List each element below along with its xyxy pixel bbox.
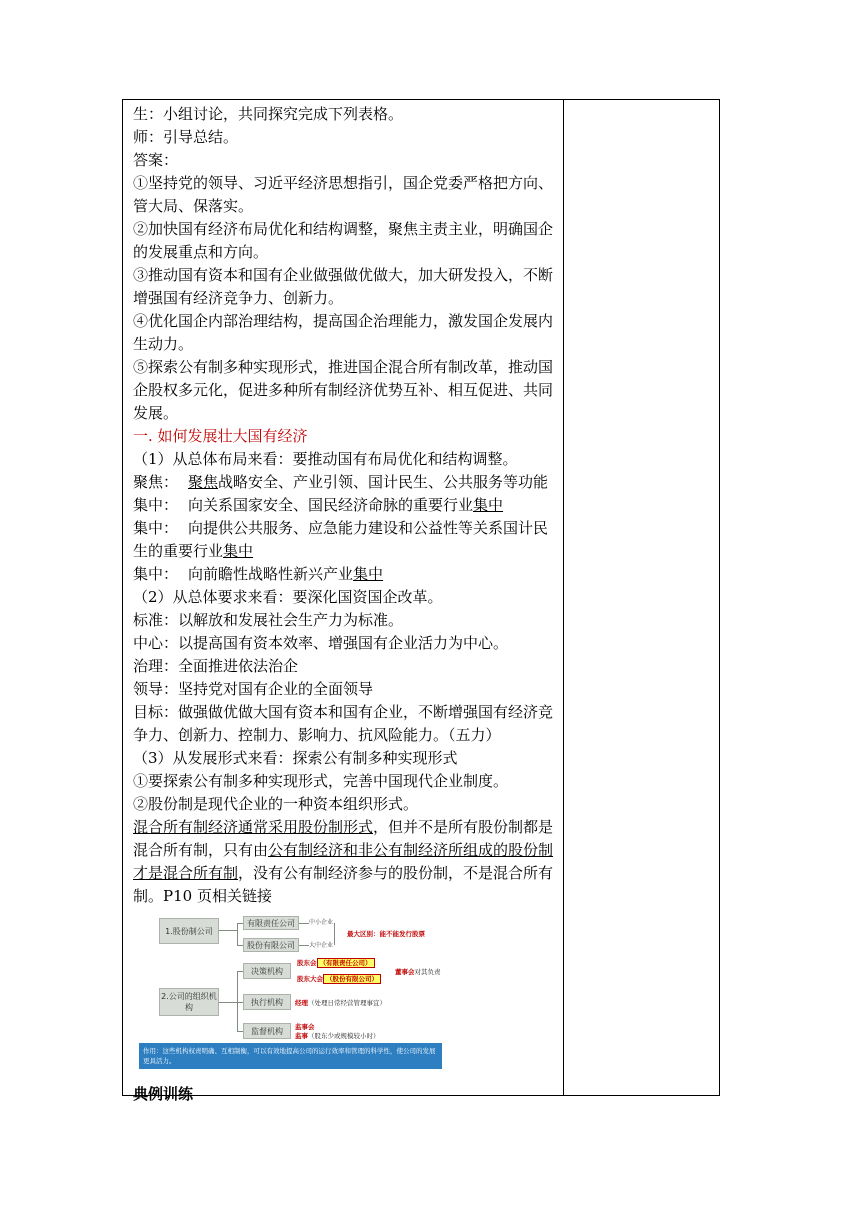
content-line (133, 678, 558, 701)
line-text: （1）从总体布局来看：要推动国有布局优化和结构调整。 (133, 450, 518, 468)
shareholders-assembly: 股东大会 （股份有限公司） (297, 974, 381, 983)
content-line (133, 149, 558, 172)
line-text: 治理：全面推进依法治企 (133, 657, 299, 675)
line-text: ②股份制是现代企业的一种资本组织形式。 (133, 795, 419, 813)
box-organization: 2.公司的组织机构 (159, 988, 219, 1016)
line-text: ①要探索公有制多种实现形式，完善中国现代企业制度。 (133, 772, 509, 790)
line-pre: 向提供公共服务、应急能力建设和公益性等关系国计民 (188, 519, 549, 537)
shareholders-meeting: 股东会 （有限责任公司） (297, 958, 375, 967)
content-line (133, 724, 558, 747)
line-text: 混合所有制经济通常采用股份制形式 (133, 818, 374, 836)
lesson-table (122, 99, 720, 1103)
line-text: 生的重要行业 (133, 542, 224, 560)
line-pre: 向关系国家安全、国民经济命脉的重要行业 (188, 496, 474, 514)
line-label: 集中： (133, 565, 179, 583)
line-text: ④优化国企内部治理结构，提高国企治理能力，激发国企发展内 (133, 312, 554, 330)
content-line (133, 241, 558, 264)
teaching-content-cell (133, 103, 558, 1106)
content-line (133, 356, 558, 379)
content-line (133, 218, 558, 241)
manager: 经理（处理日常经营管理事宜） (295, 999, 386, 1007)
line-text: ②加快国有经济布局优化和结构调整，聚焦主责主业，明确国企 (133, 220, 554, 238)
line-text: ①坚持党的领导、习近平经济思想指引，国企党委严格把方向、 (133, 174, 554, 192)
line-post: 战略安全、产业引领、国计民生、公共服务等功能 (218, 473, 549, 491)
content-line (133, 264, 558, 287)
line-text: 制。P10 页相关链接 (133, 887, 272, 905)
line-label: 集中： (133, 519, 179, 537)
line-text: 的发展重点和方向。 (133, 243, 269, 261)
effect-note: 作用：这些机构权责明确、互相制衡，可以有效地提高公司的运行效率和管理的科学性，使公司的发展更具活力。 (139, 1043, 442, 1069)
box-jsc: 股份有限公司 (243, 938, 299, 952)
line-text: 目标：做强做优做大国有资本和国有企业，不断增强国有经济竞 (133, 703, 554, 721)
content-line (133, 770, 558, 793)
box-execution: 执行机构 (243, 994, 291, 1010)
content-line (133, 287, 558, 310)
line-text: 领导：坚持党对国有企业的全面领导 (133, 680, 374, 698)
content-line (133, 494, 558, 517)
line-text: 中心：以提高国有资本效率、增强国有企业活力为中心。 (133, 634, 509, 652)
content-line (133, 310, 558, 333)
line-tail: ，没有公有制经济参与的股份制，不是混合所有 (238, 864, 554, 882)
label-sme: 中小企业 (309, 919, 334, 926)
line-text: 师：引导总结。 (133, 128, 239, 146)
line-u: 聚焦 (188, 473, 219, 491)
line-text: 标准：以解放和发展社会生产力为标准。 (133, 611, 404, 629)
line-pre: 向前瞻性战略性新兴产业 (188, 565, 354, 583)
line-text: 生动力。 (133, 335, 194, 353)
line-text: （3）从发展形式来看：探索公有制多种实现形式 (133, 749, 458, 767)
line-text: 答案： (133, 151, 179, 169)
content-line (133, 172, 558, 195)
content-line (133, 632, 558, 655)
content-line (133, 701, 558, 724)
content-line (133, 839, 558, 862)
content-line (133, 425, 558, 448)
content-line (133, 816, 558, 839)
line-u: 集中 (223, 542, 254, 560)
box-decision: 决策机构 (243, 963, 291, 979)
line-text: 管大局、保落实。 (133, 197, 254, 215)
content-line (133, 517, 558, 540)
line-text: ③推动国有资本和国有企业做强做优做大，加大研发投入，不断 (133, 266, 554, 284)
content-line (133, 103, 558, 126)
company-structure-diagram (139, 916, 442, 1069)
line-tail: ，但并不是所有股份制都是 (373, 818, 554, 836)
content-line (133, 586, 558, 609)
content-line (133, 885, 558, 908)
line-text: 一. 如何发展壮大国有经济 (133, 427, 308, 445)
line-text: 发展。 (133, 404, 179, 422)
line-text: 才是混合所有制 (133, 864, 239, 882)
content-line (133, 402, 558, 425)
content-line (133, 609, 558, 632)
content-line (133, 540, 558, 563)
content-line (133, 195, 558, 218)
line-text: （2）从总体要求来看：要深化国资国企改革。 (133, 588, 443, 606)
board-of-directors: 董事会对其负责 (395, 968, 441, 976)
line-text: 混合所有制，只有由 (133, 841, 269, 859)
content-lines (133, 103, 558, 908)
line-text: ⑤探索公有制多种实现形式，推进国企混合所有制改革，推动国 (133, 358, 554, 376)
line-label: 集中： (133, 496, 179, 514)
column-divider (563, 100, 564, 1095)
line-u: 公有制经济和非公有制经济所组成的股份制 (268, 841, 554, 859)
line-text: 生：小组讨论，共同探究完成下列表格。 (133, 105, 404, 123)
box-llc: 有限责任公司 (243, 916, 299, 930)
example-training-heading: 典例训练 (133, 1085, 194, 1103)
supervisory-board: 监事会 (295, 1023, 315, 1031)
line-text: 争力、创新力、控制力、影响力、抗风险能力。（五力） (133, 726, 501, 744)
line-u: 集中 (353, 565, 384, 583)
content-line (133, 793, 558, 816)
content-line (133, 126, 558, 149)
line-label: 聚焦： (133, 473, 179, 491)
biggest-difference: 最大区别：能不能发行股票 (347, 930, 425, 938)
content-line (133, 333, 558, 356)
box-joint-stock-company: 1.股份制公司 (159, 918, 219, 944)
line-u: 集中 (473, 496, 504, 514)
content-line (133, 448, 558, 471)
content-line (133, 655, 558, 678)
content-line (133, 563, 558, 586)
line-text: 企股权多元化，促进多种所有制经济优势互补、相互促进、共同 (133, 381, 554, 399)
supervisor: 监事（股东少或规模较小时） (295, 1032, 380, 1040)
content-line (133, 471, 558, 494)
label-large: 大中企业 (309, 942, 334, 949)
content-line (133, 862, 558, 885)
content-line (133, 747, 558, 770)
box-supervision: 监督机构 (243, 1023, 291, 1039)
content-line (133, 379, 558, 402)
line-text: 增强国有经济竞争力、创新力。 (133, 289, 344, 307)
